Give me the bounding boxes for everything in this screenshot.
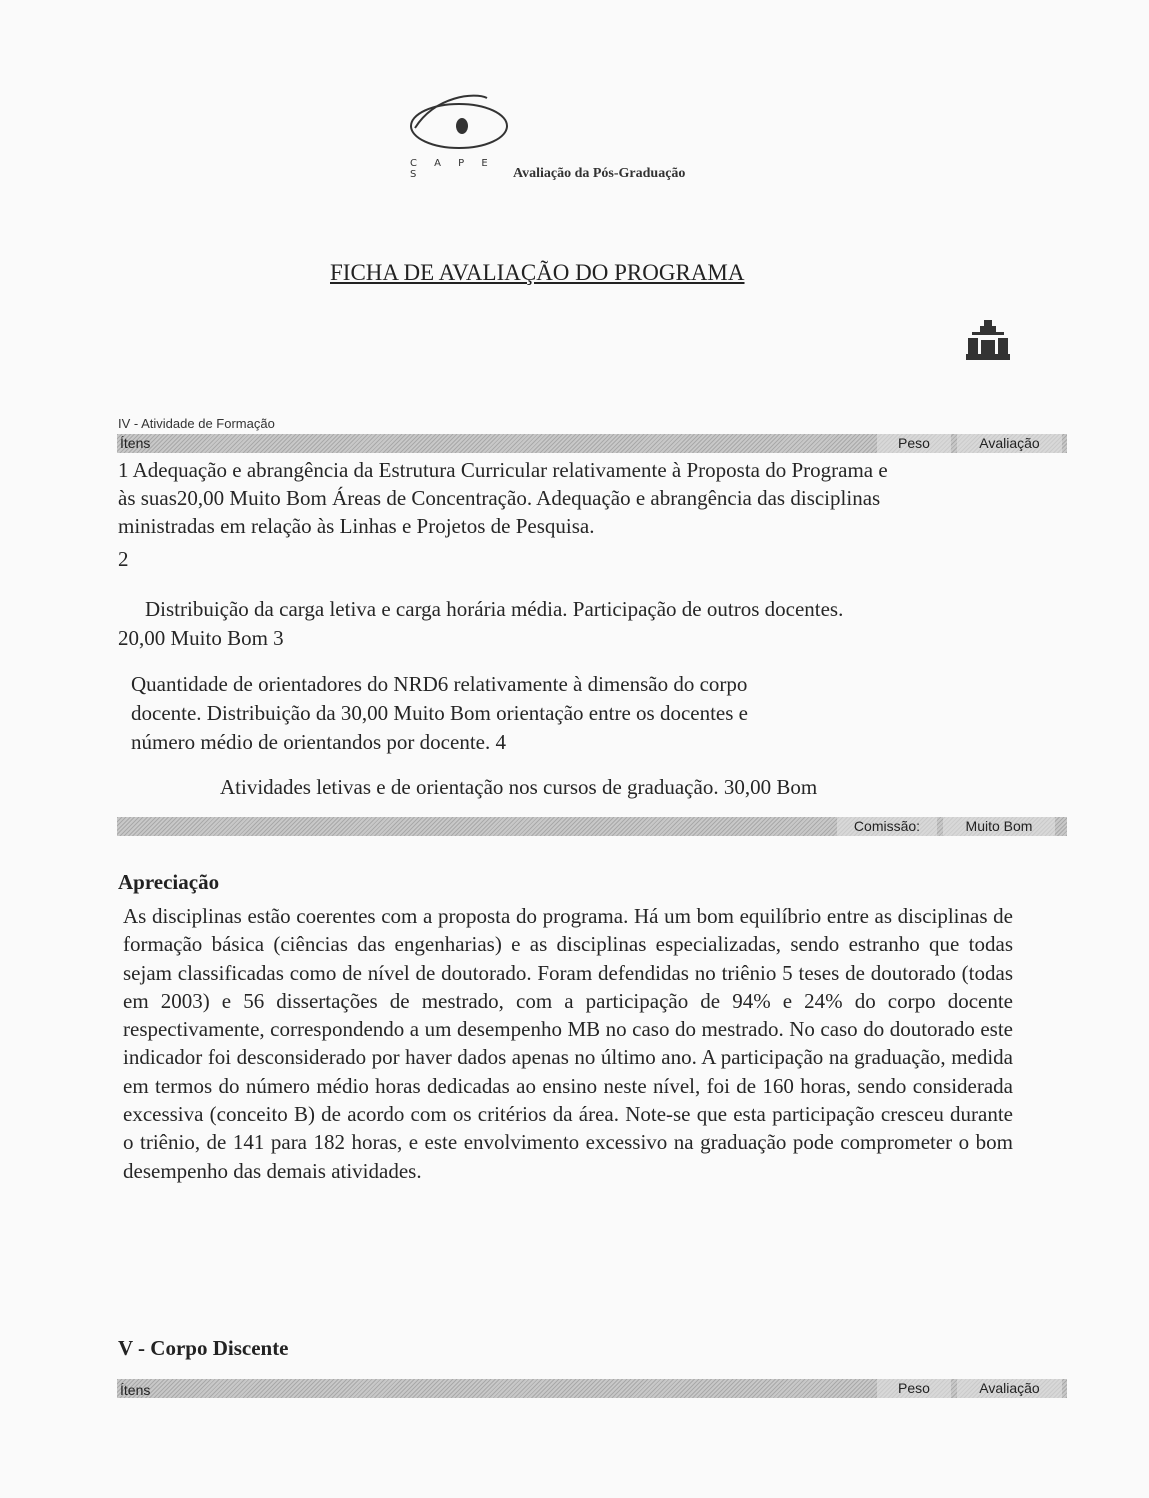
col-itens: Ítens <box>120 435 151 451</box>
apreciacao-text: As disciplinas estão coerentes com a proposta do programa. Há um bom equilíbrio entre as disciplinas de formação básica (ciências das engenharias) e as disciplinas especializadas, sendo estranho que todas sejam classificadas como de nível de doutorado. Foram defendidas no triênio 5 teses de doutorado (todas em 2003) e 56 dissertações de mestrado, com a participação de 94% e 24% do corpo docente respectivamente, correspondendo a um desempenho MB no caso do mestrado. No caso do doutorado este indicador foi desconsiderado por haver dados apenas no último ano. A participação na graduação, medida em termos do número médio horas dedicadas ao ensino neste nível, foi de 160 horas, sendo considerada excessiva (conceito B) de acordo com os critérios da área. Note-se que esta participação cresceu durante o triênio, de 141 para 182 horas, e este envolvimento excessivo na graduação pode comprometer o bom desempenho das demais atividades. <box>123 904 1013 1183</box>
capes-logo-icon <box>405 88 515 168</box>
logo-letters: C A P E S <box>410 158 495 180</box>
emblem-icon <box>964 318 1012 364</box>
item-line: número médio de orientandos por docente. 4 <box>131 730 506 754</box>
section-iv-table-header <box>117 434 1067 453</box>
item-line: Distribuição da carga letiva e carga horária média. Participação de outros docentes. <box>145 597 844 621</box>
comissao-value: Muito Bom <box>943 817 1055 836</box>
col-peso: Peso <box>877 1379 951 1398</box>
item-line: 20,00 Muito Bom 3 <box>118 626 284 650</box>
header-subtitle: Avaliação da Pós-Graduação <box>513 166 686 181</box>
col-avaliacao: Avaliação <box>957 434 1062 453</box>
col-avaliacao: Avaliação <box>957 1379 1062 1398</box>
document-title: FICHA DE AVALIAÇÃO DO PROGRAMA <box>330 260 745 285</box>
item-line: docente. Distribuição da 30,00 Muito Bom orientação entre os docentes e <box>131 701 748 725</box>
apreciacao-heading: Apreciação <box>118 870 220 894</box>
section-v-heading: V - Corpo Discente <box>118 1336 289 1360</box>
section-v-table-header <box>117 1379 1067 1398</box>
col-peso: Peso <box>877 434 951 453</box>
item-line: 1 Adequação e abrangência da Estrutura Curricular relativamente à Proposta do Programa e <box>118 458 888 482</box>
comissao-label: Comissão: <box>837 817 937 836</box>
col-itens: Ítens <box>120 1382 151 1398</box>
item-line: 2 <box>118 547 129 571</box>
section-iv-heading: IV - Atividade de Formação <box>118 416 275 431</box>
item-line: às suas20,00 Muito Bom Áreas de Concentração. Adequação e abrangência das disciplinas <box>118 486 881 510</box>
item-line: Atividades letivas e de orientação nos cursos de graduação. 30,00 Bom <box>220 775 818 799</box>
comissao-bar <box>117 817 1067 836</box>
item-line: ministradas em relação às Linhas e Projetos de Pesquisa. <box>118 514 595 538</box>
item-line: Quantidade de orientadores do NRD6 relativamente à dimensão do corpo <box>131 672 748 696</box>
